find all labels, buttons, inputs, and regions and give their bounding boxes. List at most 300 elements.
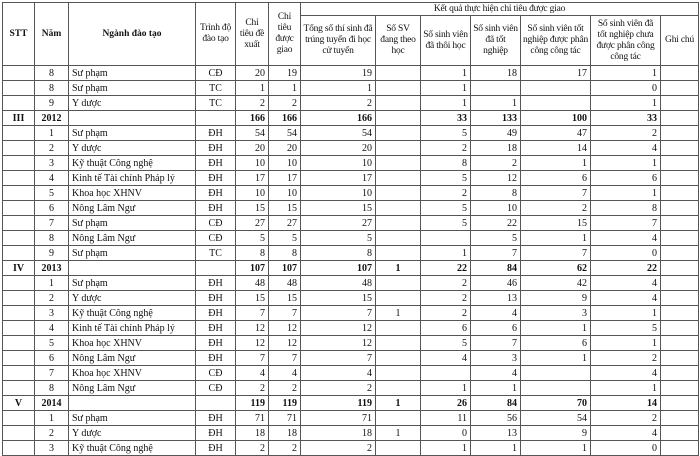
cell-stt <box>3 306 35 321</box>
cell-currently-studying <box>376 171 421 186</box>
cell-dropped-out: 33 <box>421 111 471 126</box>
cell-major: Kinh tế Tài chính Pháp lý <box>69 321 196 336</box>
cell-assigned-quota: 17 <box>269 171 301 186</box>
cell-graduated: 133 <box>471 111 521 126</box>
cell-assigned-work: 100 <box>521 111 591 126</box>
cell-proposed-quota: 48 <box>236 276 269 291</box>
cell-currently-studying <box>376 351 421 366</box>
cell-dropped-out <box>421 231 471 246</box>
cell-year: 5 <box>35 336 69 351</box>
cell-stt <box>3 366 35 381</box>
cell-total-admitted: 27 <box>301 216 376 231</box>
cell-year: 6 <box>35 201 69 216</box>
cell-assigned-work: 1 <box>521 231 591 246</box>
cell-not-assigned-work: 6 <box>591 171 661 186</box>
cell-notes <box>661 141 699 156</box>
cell-dropped-out: 1 <box>421 381 471 396</box>
cell-currently-studying <box>376 96 421 111</box>
cell-major: Nông Lâm Ngư <box>69 231 196 246</box>
cell-assigned-quota: 71 <box>269 411 301 426</box>
cell-not-assigned-work: 0 <box>591 246 661 261</box>
cell-proposed-quota: 15 <box>236 291 269 306</box>
cell-stt: IV <box>3 261 35 276</box>
cell-assigned-work: 42 <box>521 276 591 291</box>
cell-notes <box>661 246 699 261</box>
cell-currently-studying <box>376 336 421 351</box>
cell-dropped-out: 5 <box>421 216 471 231</box>
cell-notes <box>661 186 699 201</box>
cell-assigned-quota: 2 <box>269 96 301 111</box>
cell-assigned-work: 7 <box>521 246 591 261</box>
cell-assigned-work: 9 <box>521 291 591 306</box>
table-row <box>3 96 699 111</box>
cell-graduated: 6 <box>471 321 521 336</box>
cell-not-assigned-work: 2 <box>591 351 661 366</box>
cell-assigned-quota: 19 <box>269 66 301 81</box>
cell-not-assigned-work: 0 <box>591 81 661 96</box>
cell-major: Khoa học XHNV <box>69 336 196 351</box>
cell-training-level: TC <box>196 81 236 96</box>
table-row <box>3 321 699 336</box>
cell-major <box>69 111 196 126</box>
cell-proposed-quota: 2 <box>236 96 269 111</box>
cell-assigned-quota: 7 <box>269 351 301 366</box>
cell-stt <box>3 66 35 81</box>
cell-training-level <box>196 396 236 411</box>
cell-proposed-quota: 10 <box>236 186 269 201</box>
cell-graduated: 18 <box>471 66 521 81</box>
cell-assigned-quota: 10 <box>269 186 301 201</box>
cell-not-assigned-work: 14 <box>591 396 661 411</box>
cell-notes <box>661 426 699 441</box>
cell-stt: V <box>3 396 35 411</box>
cell-stt <box>3 336 35 351</box>
cell-dropped-out: 5 <box>421 201 471 216</box>
cell-notes <box>661 321 699 336</box>
cell-assigned-work: 17 <box>521 66 591 81</box>
cell-assigned-quota: 12 <box>269 336 301 351</box>
table-row <box>3 441 699 456</box>
cell-assigned-work: 1 <box>521 441 591 456</box>
cell-proposed-quota: 20 <box>236 66 269 81</box>
cell-total-admitted: 1 <box>301 81 376 96</box>
cell-assigned-work: 62 <box>521 261 591 276</box>
header-proposed-quota: Chỉ tiêu đề xuất <box>236 3 269 66</box>
cell-currently-studying <box>376 126 421 141</box>
cell-proposed-quota: 12 <box>236 336 269 351</box>
cell-proposed-quota: 15 <box>236 201 269 216</box>
cell-training-level: ĐH <box>196 291 236 306</box>
cell-year: 4 <box>35 321 69 336</box>
cell-year: 2013 <box>35 261 69 276</box>
cell-notes <box>661 171 699 186</box>
cell-notes <box>661 156 699 171</box>
table-row <box>3 141 699 156</box>
cell-major: Sư phạm <box>69 66 196 81</box>
cell-assigned-quota: 2 <box>269 381 301 396</box>
cell-training-level: ĐH <box>196 186 236 201</box>
cell-notes <box>661 126 699 141</box>
cell-notes <box>661 276 699 291</box>
cell-major: Sư phạm <box>69 246 196 261</box>
cell-total-admitted: 18 <box>301 426 376 441</box>
year-summary-row <box>3 111 699 126</box>
cell-graduated: 56 <box>471 411 521 426</box>
cell-currently-studying <box>376 216 421 231</box>
cell-dropped-out: 11 <box>421 411 471 426</box>
cell-major: Sư phạm <box>69 216 196 231</box>
cell-total-admitted: 10 <box>301 156 376 171</box>
table-row <box>3 381 699 396</box>
cell-not-assigned-work: 4 <box>591 141 661 156</box>
cell-training-level: ĐH <box>196 276 236 291</box>
cell-total-admitted: 2 <box>301 96 376 111</box>
cell-year: 2 <box>35 291 69 306</box>
cell-currently-studying <box>376 381 421 396</box>
cell-assigned-quota: 18 <box>269 426 301 441</box>
cell-not-assigned-work: 1 <box>591 186 661 201</box>
cell-total-admitted: 10 <box>301 186 376 201</box>
cell-assigned-work <box>521 96 591 111</box>
cell-currently-studying: 1 <box>376 426 421 441</box>
cell-major: Y dược <box>69 141 196 156</box>
cell-training-level: ĐH <box>196 126 236 141</box>
cell-graduated: 1 <box>471 381 521 396</box>
cell-total-admitted: 17 <box>301 171 376 186</box>
cell-total-admitted: 15 <box>301 201 376 216</box>
cell-not-assigned-work: 4 <box>591 231 661 246</box>
cell-not-assigned-work: 2 <box>591 411 661 426</box>
cell-dropped-out: 2 <box>421 276 471 291</box>
cell-year: 1 <box>35 411 69 426</box>
cell-graduated: 10 <box>471 201 521 216</box>
cell-graduated <box>471 81 521 96</box>
cell-dropped-out: 5 <box>421 336 471 351</box>
cell-stt <box>3 126 35 141</box>
cell-not-assigned-work: 1 <box>591 381 661 396</box>
header-assigned-quota: Chỉ tiêu được giao <box>269 3 301 66</box>
cell-stt <box>3 351 35 366</box>
cell-major <box>69 261 196 276</box>
cell-major: Sư phạm <box>69 81 196 96</box>
cell-stt <box>3 81 35 96</box>
cell-assigned-quota: 54 <box>269 126 301 141</box>
cell-not-assigned-work: 4 <box>591 291 661 306</box>
cell-graduated: 3 <box>471 351 521 366</box>
cell-notes <box>661 231 699 246</box>
cell-training-level: CĐ <box>196 216 236 231</box>
cell-assigned-work: 2 <box>521 201 591 216</box>
cell-dropped-out: 2 <box>421 186 471 201</box>
cell-major: Y dược <box>69 96 196 111</box>
cell-assigned-quota: 15 <box>269 201 301 216</box>
cell-notes <box>661 201 699 216</box>
cell-notes <box>661 66 699 81</box>
cell-currently-studying <box>376 246 421 261</box>
cell-proposed-quota: 7 <box>236 351 269 366</box>
cell-total-admitted: 7 <box>301 351 376 366</box>
cell-not-assigned-work: 1 <box>591 336 661 351</box>
cell-proposed-quota: 4 <box>236 366 269 381</box>
cell-graduated: 4 <box>471 306 521 321</box>
cell-not-assigned-work: 2 <box>591 126 661 141</box>
cell-training-level: ĐH <box>196 426 236 441</box>
cell-notes <box>661 96 699 111</box>
cell-dropped-out: 6 <box>421 321 471 336</box>
cell-graduated: 1 <box>471 96 521 111</box>
cell-year: 8 <box>35 381 69 396</box>
cell-notes <box>661 381 699 396</box>
cell-graduated: 49 <box>471 126 521 141</box>
cell-notes <box>661 411 699 426</box>
cell-not-assigned-work: 1 <box>591 96 661 111</box>
cell-year: 1 <box>35 126 69 141</box>
cell-dropped-out: 22 <box>421 261 471 276</box>
table-row <box>3 336 699 351</box>
cell-training-level: TC <box>196 96 236 111</box>
cell-assigned-work: 9 <box>521 426 591 441</box>
cell-major: Khoa học XHNV <box>69 366 196 381</box>
cell-year: 8 <box>35 81 69 96</box>
table-row <box>3 291 699 306</box>
cell-stt <box>3 96 35 111</box>
cell-dropped-out: 2 <box>421 306 471 321</box>
cell-total-admitted: 15 <box>301 291 376 306</box>
cell-notes <box>661 351 699 366</box>
cell-dropped-out: 26 <box>421 396 471 411</box>
cell-assigned-quota: 2 <box>269 441 301 456</box>
cell-not-assigned-work: 5 <box>591 321 661 336</box>
cell-currently-studying <box>376 276 421 291</box>
cell-graduated: 8 <box>471 186 521 201</box>
cell-graduated: 84 <box>471 261 521 276</box>
cell-proposed-quota: 2 <box>236 441 269 456</box>
cell-currently-studying: 1 <box>376 261 421 276</box>
cell-training-level: ĐH <box>196 351 236 366</box>
cell-assigned-work <box>521 381 591 396</box>
cell-proposed-quota: 7 <box>236 306 269 321</box>
cell-assigned-quota: 119 <box>269 396 301 411</box>
cell-graduated: 13 <box>471 291 521 306</box>
cell-stt: III <box>3 111 35 126</box>
cell-currently-studying <box>376 81 421 96</box>
cell-major: Nông Lâm Ngư <box>69 381 196 396</box>
cell-graduated: 1 <box>471 441 521 456</box>
cell-assigned-work: 47 <box>521 126 591 141</box>
cell-assigned-quota: 12 <box>269 321 301 336</box>
cell-assigned-work <box>521 366 591 381</box>
cell-stt <box>3 426 35 441</box>
cell-year: 7 <box>35 216 69 231</box>
table-row <box>3 81 699 96</box>
cell-assigned-quota: 7 <box>269 306 301 321</box>
cell-assigned-work: 14 <box>521 141 591 156</box>
cell-stt <box>3 411 35 426</box>
cell-dropped-out: 5 <box>421 126 471 141</box>
cell-graduated: 18 <box>471 141 521 156</box>
cell-currently-studying <box>376 66 421 81</box>
cell-assigned-work: 54 <box>521 411 591 426</box>
cell-stt <box>3 291 35 306</box>
cell-total-admitted: 19 <box>301 66 376 81</box>
cell-training-level: CĐ <box>196 66 236 81</box>
cell-graduated: 84 <box>471 396 521 411</box>
cell-not-assigned-work: 4 <box>591 276 661 291</box>
cell-assigned-work: 1 <box>521 351 591 366</box>
cell-assigned-work: 1 <box>521 156 591 171</box>
table-row <box>3 126 699 141</box>
cell-stt <box>3 276 35 291</box>
cell-stt <box>3 141 35 156</box>
cell-total-admitted: 2 <box>301 381 376 396</box>
cell-not-assigned-work: 0 <box>591 441 661 456</box>
header-stt: STT <box>3 3 35 66</box>
cell-year: 7 <box>35 366 69 381</box>
cell-dropped-out: 1 <box>421 246 471 261</box>
table-row <box>3 156 699 171</box>
cell-graduated: 7 <box>471 336 521 351</box>
cell-total-admitted: 20 <box>301 141 376 156</box>
cell-assigned-quota: 15 <box>269 291 301 306</box>
cell-not-assigned-work: 1 <box>591 66 661 81</box>
cell-total-admitted: 2 <box>301 441 376 456</box>
cell-training-level: ĐH <box>196 336 236 351</box>
enrollment-results-table <box>2 2 699 456</box>
cell-major: Sư phạm <box>69 126 196 141</box>
cell-proposed-quota: 71 <box>236 411 269 426</box>
cell-stt <box>3 381 35 396</box>
cell-not-assigned-work: 7 <box>591 216 661 231</box>
table-header <box>3 3 699 66</box>
cell-dropped-out: 1 <box>421 81 471 96</box>
cell-proposed-quota: 166 <box>236 111 269 126</box>
table-row <box>3 306 699 321</box>
cell-currently-studying <box>376 366 421 381</box>
cell-currently-studying <box>376 111 421 126</box>
cell-year: 8 <box>35 231 69 246</box>
cell-not-assigned-work: 1 <box>591 156 661 171</box>
cell-currently-studying <box>376 291 421 306</box>
table-row <box>3 66 699 81</box>
cell-graduated: 13 <box>471 426 521 441</box>
cell-currently-studying <box>376 411 421 426</box>
cell-major: Sư phạm <box>69 411 196 426</box>
cell-assigned-work: 15 <box>521 216 591 231</box>
cell-major: Nông Lâm Ngư <box>69 351 196 366</box>
header-graduated: Số sinh viên đã tốt nghiệp <box>471 16 521 66</box>
cell-currently-studying <box>376 441 421 456</box>
cell-assigned-quota: 166 <box>269 111 301 126</box>
cell-currently-studying <box>376 321 421 336</box>
cell-assigned-quota: 1 <box>269 81 301 96</box>
cell-training-level: CĐ <box>196 381 236 396</box>
cell-major: Kỹ thuật Công nghệ <box>69 156 196 171</box>
header-not-assigned-work: Số sinh viên đã tốt nghiệp chưa được phân công công tác <box>591 16 661 66</box>
cell-total-admitted: 4 <box>301 366 376 381</box>
cell-assigned-work: 7 <box>521 186 591 201</box>
cell-assigned-work: 70 <box>521 396 591 411</box>
cell-year: 2014 <box>35 396 69 411</box>
cell-proposed-quota: 27 <box>236 216 269 231</box>
cell-year: 8 <box>35 66 69 81</box>
cell-assigned-work: 6 <box>521 171 591 186</box>
cell-assigned-quota: 8 <box>269 246 301 261</box>
cell-assigned-quota: 48 <box>269 276 301 291</box>
cell-year: 9 <box>35 96 69 111</box>
cell-graduated: 5 <box>471 231 521 246</box>
cell-year: 2 <box>35 426 69 441</box>
cell-total-admitted: 12 <box>301 336 376 351</box>
cell-training-level: CĐ <box>196 231 236 246</box>
cell-not-assigned-work: 4 <box>591 366 661 381</box>
cell-stt <box>3 156 35 171</box>
cell-major: Kỹ thuật Công nghệ <box>69 306 196 321</box>
cell-notes <box>661 441 699 456</box>
cell-stt <box>3 216 35 231</box>
cell-training-level <box>196 261 236 276</box>
cell-training-level: ĐH <box>196 201 236 216</box>
cell-not-assigned-work: 4 <box>591 426 661 441</box>
cell-dropped-out: 0 <box>421 426 471 441</box>
cell-total-admitted: 8 <box>301 246 376 261</box>
cell-training-level: ĐH <box>196 171 236 186</box>
cell-dropped-out: 1 <box>421 66 471 81</box>
cell-proposed-quota: 5 <box>236 231 269 246</box>
header-dropped-out: Số sinh viên đã thôi học <box>421 16 471 66</box>
cell-year: 3 <box>35 156 69 171</box>
header-assigned-work: Số sinh viên tốt nghiệp được phân công công tác <box>521 16 591 66</box>
cell-training-level: ĐH <box>196 156 236 171</box>
cell-proposed-quota: 10 <box>236 156 269 171</box>
cell-proposed-quota: 1 <box>236 81 269 96</box>
cell-stt <box>3 201 35 216</box>
cell-graduated: 46 <box>471 276 521 291</box>
cell-assigned-quota: 27 <box>269 216 301 231</box>
cell-total-admitted: 12 <box>301 321 376 336</box>
cell-training-level <box>196 111 236 126</box>
cell-assigned-quota: 10 <box>269 156 301 171</box>
cell-currently-studying <box>376 201 421 216</box>
cell-training-level: ĐH <box>196 411 236 426</box>
table-row <box>3 426 699 441</box>
cell-major: Khoa học XHNV <box>69 186 196 201</box>
cell-not-assigned-work: 8 <box>591 201 661 216</box>
cell-total-admitted: 166 <box>301 111 376 126</box>
table-row <box>3 411 699 426</box>
table-body <box>3 66 699 456</box>
table-row <box>3 246 699 261</box>
cell-training-level: ĐH <box>196 141 236 156</box>
cell-dropped-out: 1 <box>421 441 471 456</box>
cell-stt <box>3 231 35 246</box>
table-row <box>3 201 699 216</box>
cell-proposed-quota: 17 <box>236 171 269 186</box>
cell-stt <box>3 186 35 201</box>
cell-notes <box>661 336 699 351</box>
year-summary-row <box>3 396 699 411</box>
cell-major: Y dược <box>69 291 196 306</box>
cell-stt <box>3 321 35 336</box>
cell-dropped-out: 2 <box>421 141 471 156</box>
cell-stt <box>3 246 35 261</box>
cell-year: 6 <box>35 351 69 366</box>
table-row <box>3 276 699 291</box>
cell-assigned-work <box>521 81 591 96</box>
cell-proposed-quota: 18 <box>236 426 269 441</box>
cell-graduated: 4 <box>471 366 521 381</box>
header-notes: Ghi chú <box>661 16 699 66</box>
cell-total-admitted: 54 <box>301 126 376 141</box>
